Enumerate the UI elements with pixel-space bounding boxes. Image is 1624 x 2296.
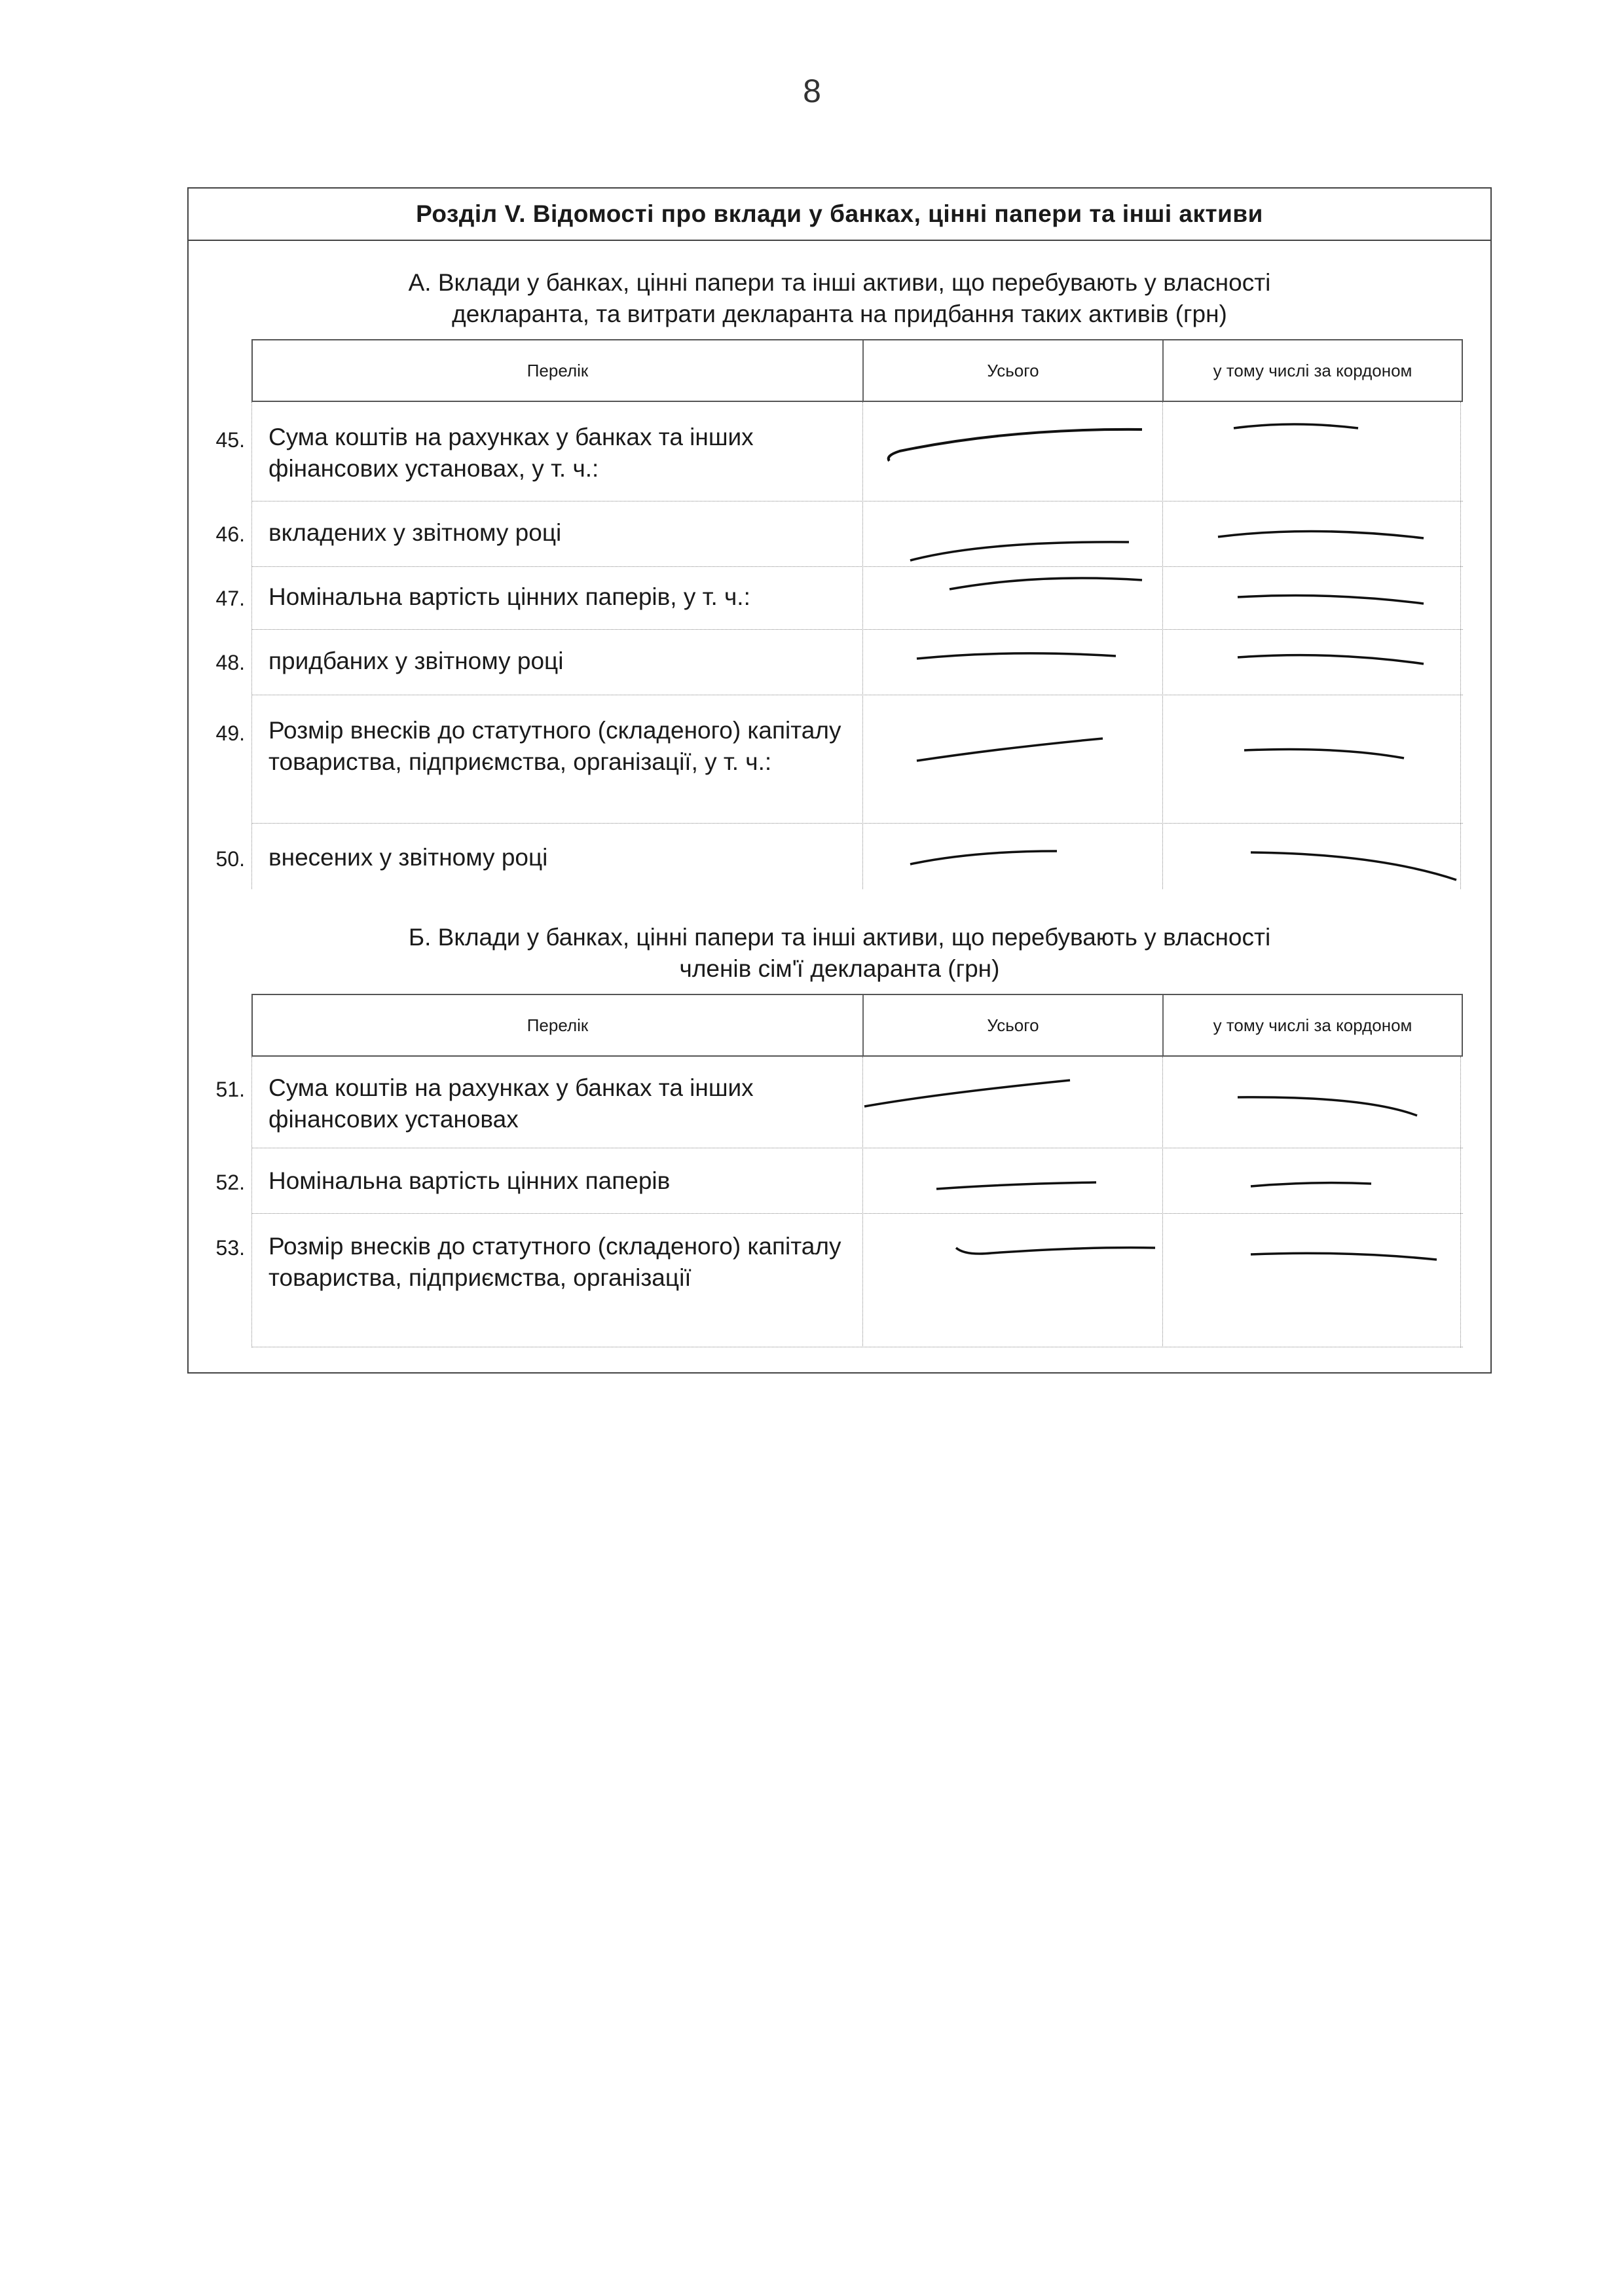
part-a-subtitle-line2: декларанта, та витрати декларанта на придбання таких активів (грн) [452, 301, 1227, 327]
part-b-subtitle-line1: Б. Вклади у банках, цінні папери та інші активи, що перебувають у власності [408, 924, 1271, 951]
table-row [215, 567, 1463, 630]
abroad-blank-dash [1247, 846, 1463, 885]
total-blank-dash [860, 1074, 1077, 1113]
abroad-blank-dash [1247, 1244, 1443, 1270]
abroad-blank-dash [1247, 1176, 1378, 1195]
total-blank-dash [906, 528, 1142, 567]
header-total: Усього [864, 340, 1164, 401]
header-total: Усього [864, 995, 1164, 1055]
row-number: 46. [215, 522, 245, 546]
section-title: Розділ V. Відомості про вклади у банках, цінні папери та інші активи [189, 189, 1490, 241]
abroad-blank-dash [1234, 587, 1430, 613]
row-number: 49. [215, 721, 245, 745]
row-number: 48. [215, 651, 245, 674]
table-row [215, 1057, 1463, 1148]
table-row [215, 1214, 1463, 1347]
row-label: Розмір внесків до статутного (складеного) капіталу товариства, підприємства, організації, у т. ч.: [268, 717, 841, 775]
part-b-header-row [251, 994, 1463, 1057]
row-number: 52. [215, 1171, 245, 1194]
row-label: Сума коштів на рахунках у банках та інших фінансових установах, у т. ч.: [268, 424, 754, 482]
total-blank-dash [906, 845, 1063, 871]
row-label: придбаних у звітному році [268, 647, 564, 674]
row-label: Номінальна вартість цінних паперів, у т. ч.: [268, 583, 750, 610]
part-b-subtitle [189, 922, 1490, 985]
abroad-blank-dash [1214, 521, 1430, 547]
part-a-header-row [251, 339, 1463, 402]
abroad-blank-dash [1227, 415, 1384, 441]
row-number: 53. [215, 1236, 245, 1260]
table-row [215, 501, 1463, 567]
header-abroad: у тому числі за кордоном [1213, 360, 1412, 380]
row-number: 47. [215, 587, 245, 610]
row-number: 51. [215, 1078, 245, 1101]
table-row [215, 402, 1463, 501]
row-label: вкладених у звітному році [268, 519, 562, 546]
row-label: внесених у звітному році [268, 844, 548, 871]
abroad-blank-dash [1234, 1089, 1424, 1122]
table-row [215, 695, 1463, 824]
table-row [215, 1148, 1463, 1214]
row-label: Сума коштів на рахунках у банках та інших фінансових установах [268, 1074, 754, 1133]
part-a-subtitle-line1: А. Вклади у банках, цінні папери та інші активи, що перебувають у власності [408, 269, 1271, 296]
section-v-frame [187, 187, 1492, 1374]
row-label: Розмір внесків до статутного (складеного) капіталу товариства, підприємства, організації [268, 1233, 841, 1291]
header-list: Перелік [253, 340, 864, 401]
table-row [215, 630, 1463, 695]
total-blank-dash [913, 646, 1122, 672]
header-list: Перелік [253, 995, 864, 1055]
part-a-subtitle [189, 267, 1490, 330]
row-number: 45. [215, 428, 245, 452]
page-number: 8 [803, 73, 821, 109]
row-label: Номінальна вартість цінних паперів [268, 1167, 671, 1194]
total-blank-dash [913, 735, 1109, 767]
table-row [215, 824, 1463, 889]
total-blank-dash [946, 567, 1155, 593]
header-abroad: у тому числі за кордоном [1213, 1015, 1412, 1035]
total-blank-dash [952, 1240, 1162, 1266]
total-blank-dash [880, 415, 1155, 467]
part-b-table [215, 994, 1463, 1347]
row-number: 50. [215, 847, 245, 871]
abroad-blank-dash [1240, 741, 1411, 767]
total-blank-dash [932, 1177, 1103, 1197]
part-b-subtitle-line2: членів сім'ї декларанта (грн) [679, 955, 1000, 982]
part-a-table [215, 339, 1463, 889]
abroad-blank-dash [1234, 647, 1430, 673]
